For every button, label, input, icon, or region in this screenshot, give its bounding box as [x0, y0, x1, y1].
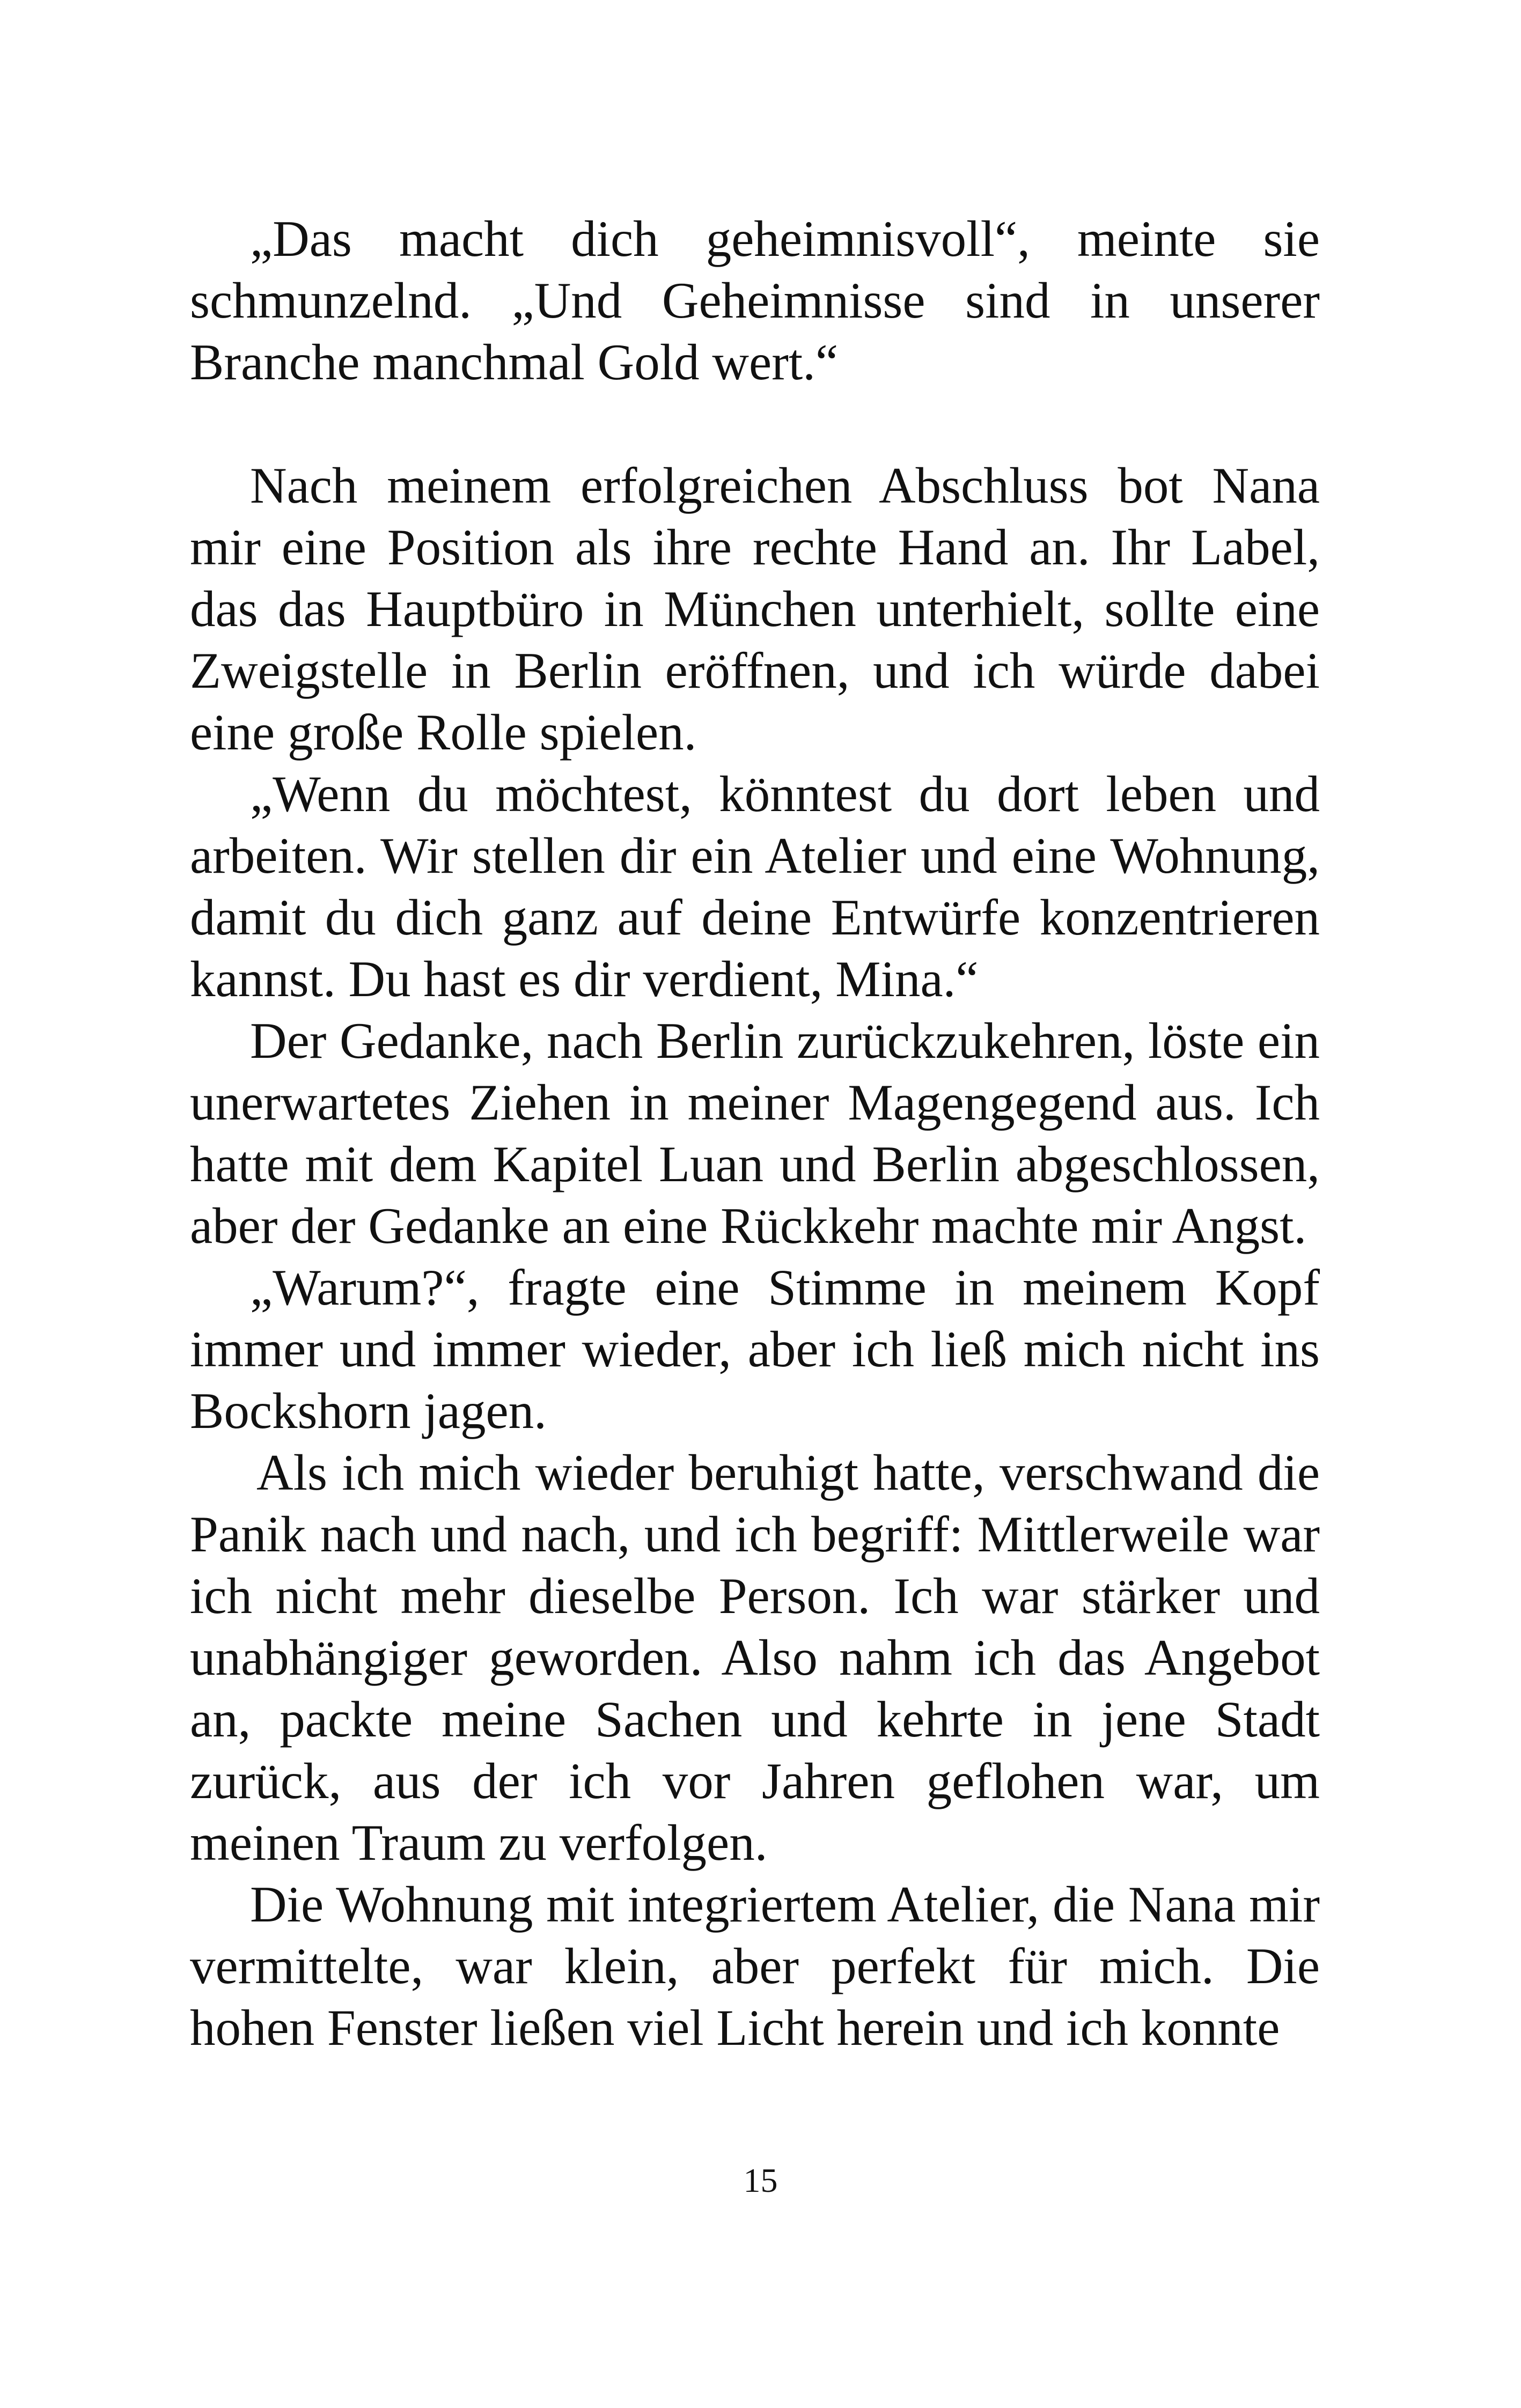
paragraph-3: „Wenn du möchtest, könntest du dort leben und arbeiten. Wir stellen dir ein Atelier und eine Wohnung, damit du dich ganz auf deine Entwürfe konzentrieren kannst. Du hast es dir verdient, Mina.“ [190, 765, 1320, 1007]
paragraph-5: „Warum?“, fragte eine Stimme in meinem Kopf immer und immer wieder, aber ich ließ mich nicht ins Bockshorn jagen. [190, 1259, 1320, 1439]
page-number: 15 [743, 2161, 778, 2199]
paragraph-7: Die Wohnung mit integriertem Atelier, die Nana mir vermittelte, war klein, aber perfekt für mich. Die hohen Fenster ließen viel Licht herein und ich konnte [190, 1876, 1320, 2056]
section-break [190, 393, 1320, 455]
paragraph-6: Als ich mich wieder beruhigt hatte, verschwand die Panik nach und nach, und ich begriff: Mittlerweile war ich nicht mehr dieselbe Person. Ich war stärker und unabhängiger geworden. Also nahm ich das Angebot an, packte meine Sachen und kehrte in jene Stadt zurück, aus der ich vor Jahren geflohen war, um meinen Traum zu verfolgen. [190, 1444, 1320, 1871]
body-text [190, 208, 1320, 2059]
paragraph-1: „Das macht dich geheimnisvoll“, meinte sie schmunzelnd. „Und Geheimnisse sind in unserer Branche manchmal Gold wert.“ [190, 210, 1320, 391]
paragraph-4: Der Gedanke, nach Berlin zurückzukehren, löste ein unerwartetes Ziehen in meiner Magengegend aus. Ich hatte mit dem Kapitel Luan und Berlin abgeschlossen, aber der Gedanke an eine Rückkehr machte mir Angst. [190, 1012, 1320, 1254]
paragraph-2: Nach meinem erfolgreichen Abschluss bot Nana mir eine Position als ihre rechte Hand an. Ihr Label, das das Hauptbüro in München unterhielt, sollte eine Zweigstelle in Berlin eröffnen, und ich würde dabei eine große Rolle spielen. [190, 457, 1320, 761]
